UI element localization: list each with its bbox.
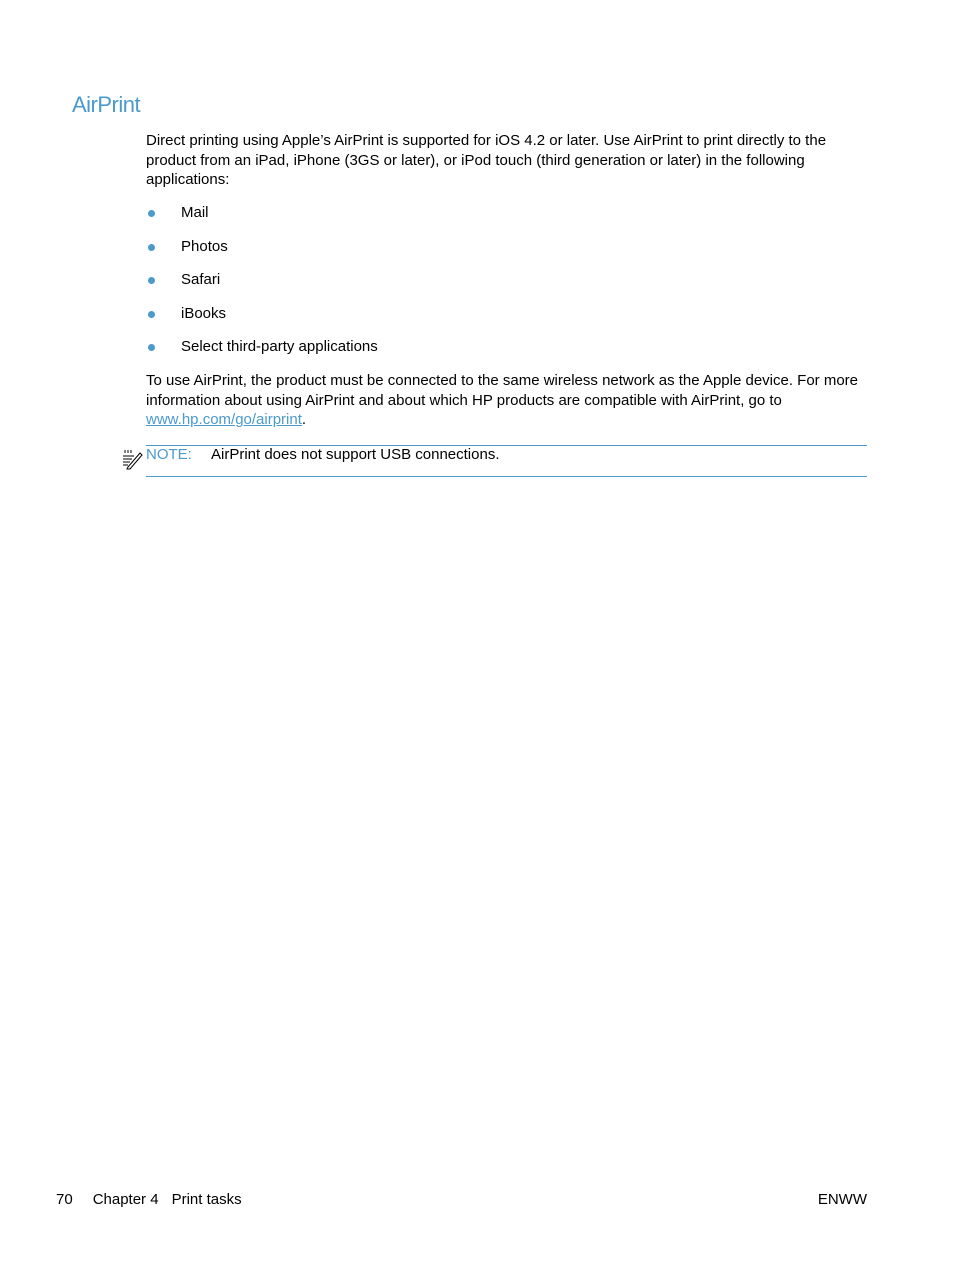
application-list [146, 203, 378, 371]
bullet-icon [148, 277, 155, 284]
list-item-label: iBooks [181, 304, 227, 322]
bullet-icon [148, 210, 155, 217]
list-item-label: Safari [181, 271, 221, 289]
list-item [146, 304, 378, 338]
outro-text: To use AirPrint, the product must be connected to the same wireless network as the Apple device. For more information about using AirPrint and about which HP products are compatible with AirPrint, go to [146, 372, 859, 409]
list-item [146, 337, 378, 371]
list-item-label: Photos [181, 237, 228, 255]
intro-paragraph: Direct printing using Apple’s AirPrint is supported for iOS 4.2 or later. Use AirPrint to print directly to the product from an iPad, iPhone (3GS or later), or iPod touch (third generation or later) in the following applications: [146, 132, 827, 188]
chapter-label: Chapter 4 [92, 1191, 159, 1208]
note-pencil-icon [122, 448, 144, 470]
note-text: AirPrint does not support USB connections. [211, 446, 500, 463]
bullet-icon [148, 311, 155, 318]
bullet-icon [148, 244, 155, 251]
footer-locale: ENWW [817, 1191, 867, 1208]
outro-paragraph [146, 371, 866, 430]
chapter-title: Print tasks [171, 1191, 242, 1208]
list-item [146, 237, 378, 271]
list-item [146, 270, 378, 304]
airprint-link[interactable]: www.hp.com/go/airprint [146, 411, 302, 428]
list-item [146, 203, 378, 237]
outro-end: . [301, 411, 307, 428]
note-label: NOTE: [146, 446, 192, 463]
page-number: 70 [56, 1191, 73, 1208]
note-box [146, 445, 867, 477]
bullet-icon [148, 344, 155, 351]
footer-left [56, 1191, 242, 1209]
list-item-label: Select third-party applications [181, 338, 378, 356]
section-title: AirPrint [72, 92, 141, 117]
list-item-label: Mail [181, 204, 209, 221]
